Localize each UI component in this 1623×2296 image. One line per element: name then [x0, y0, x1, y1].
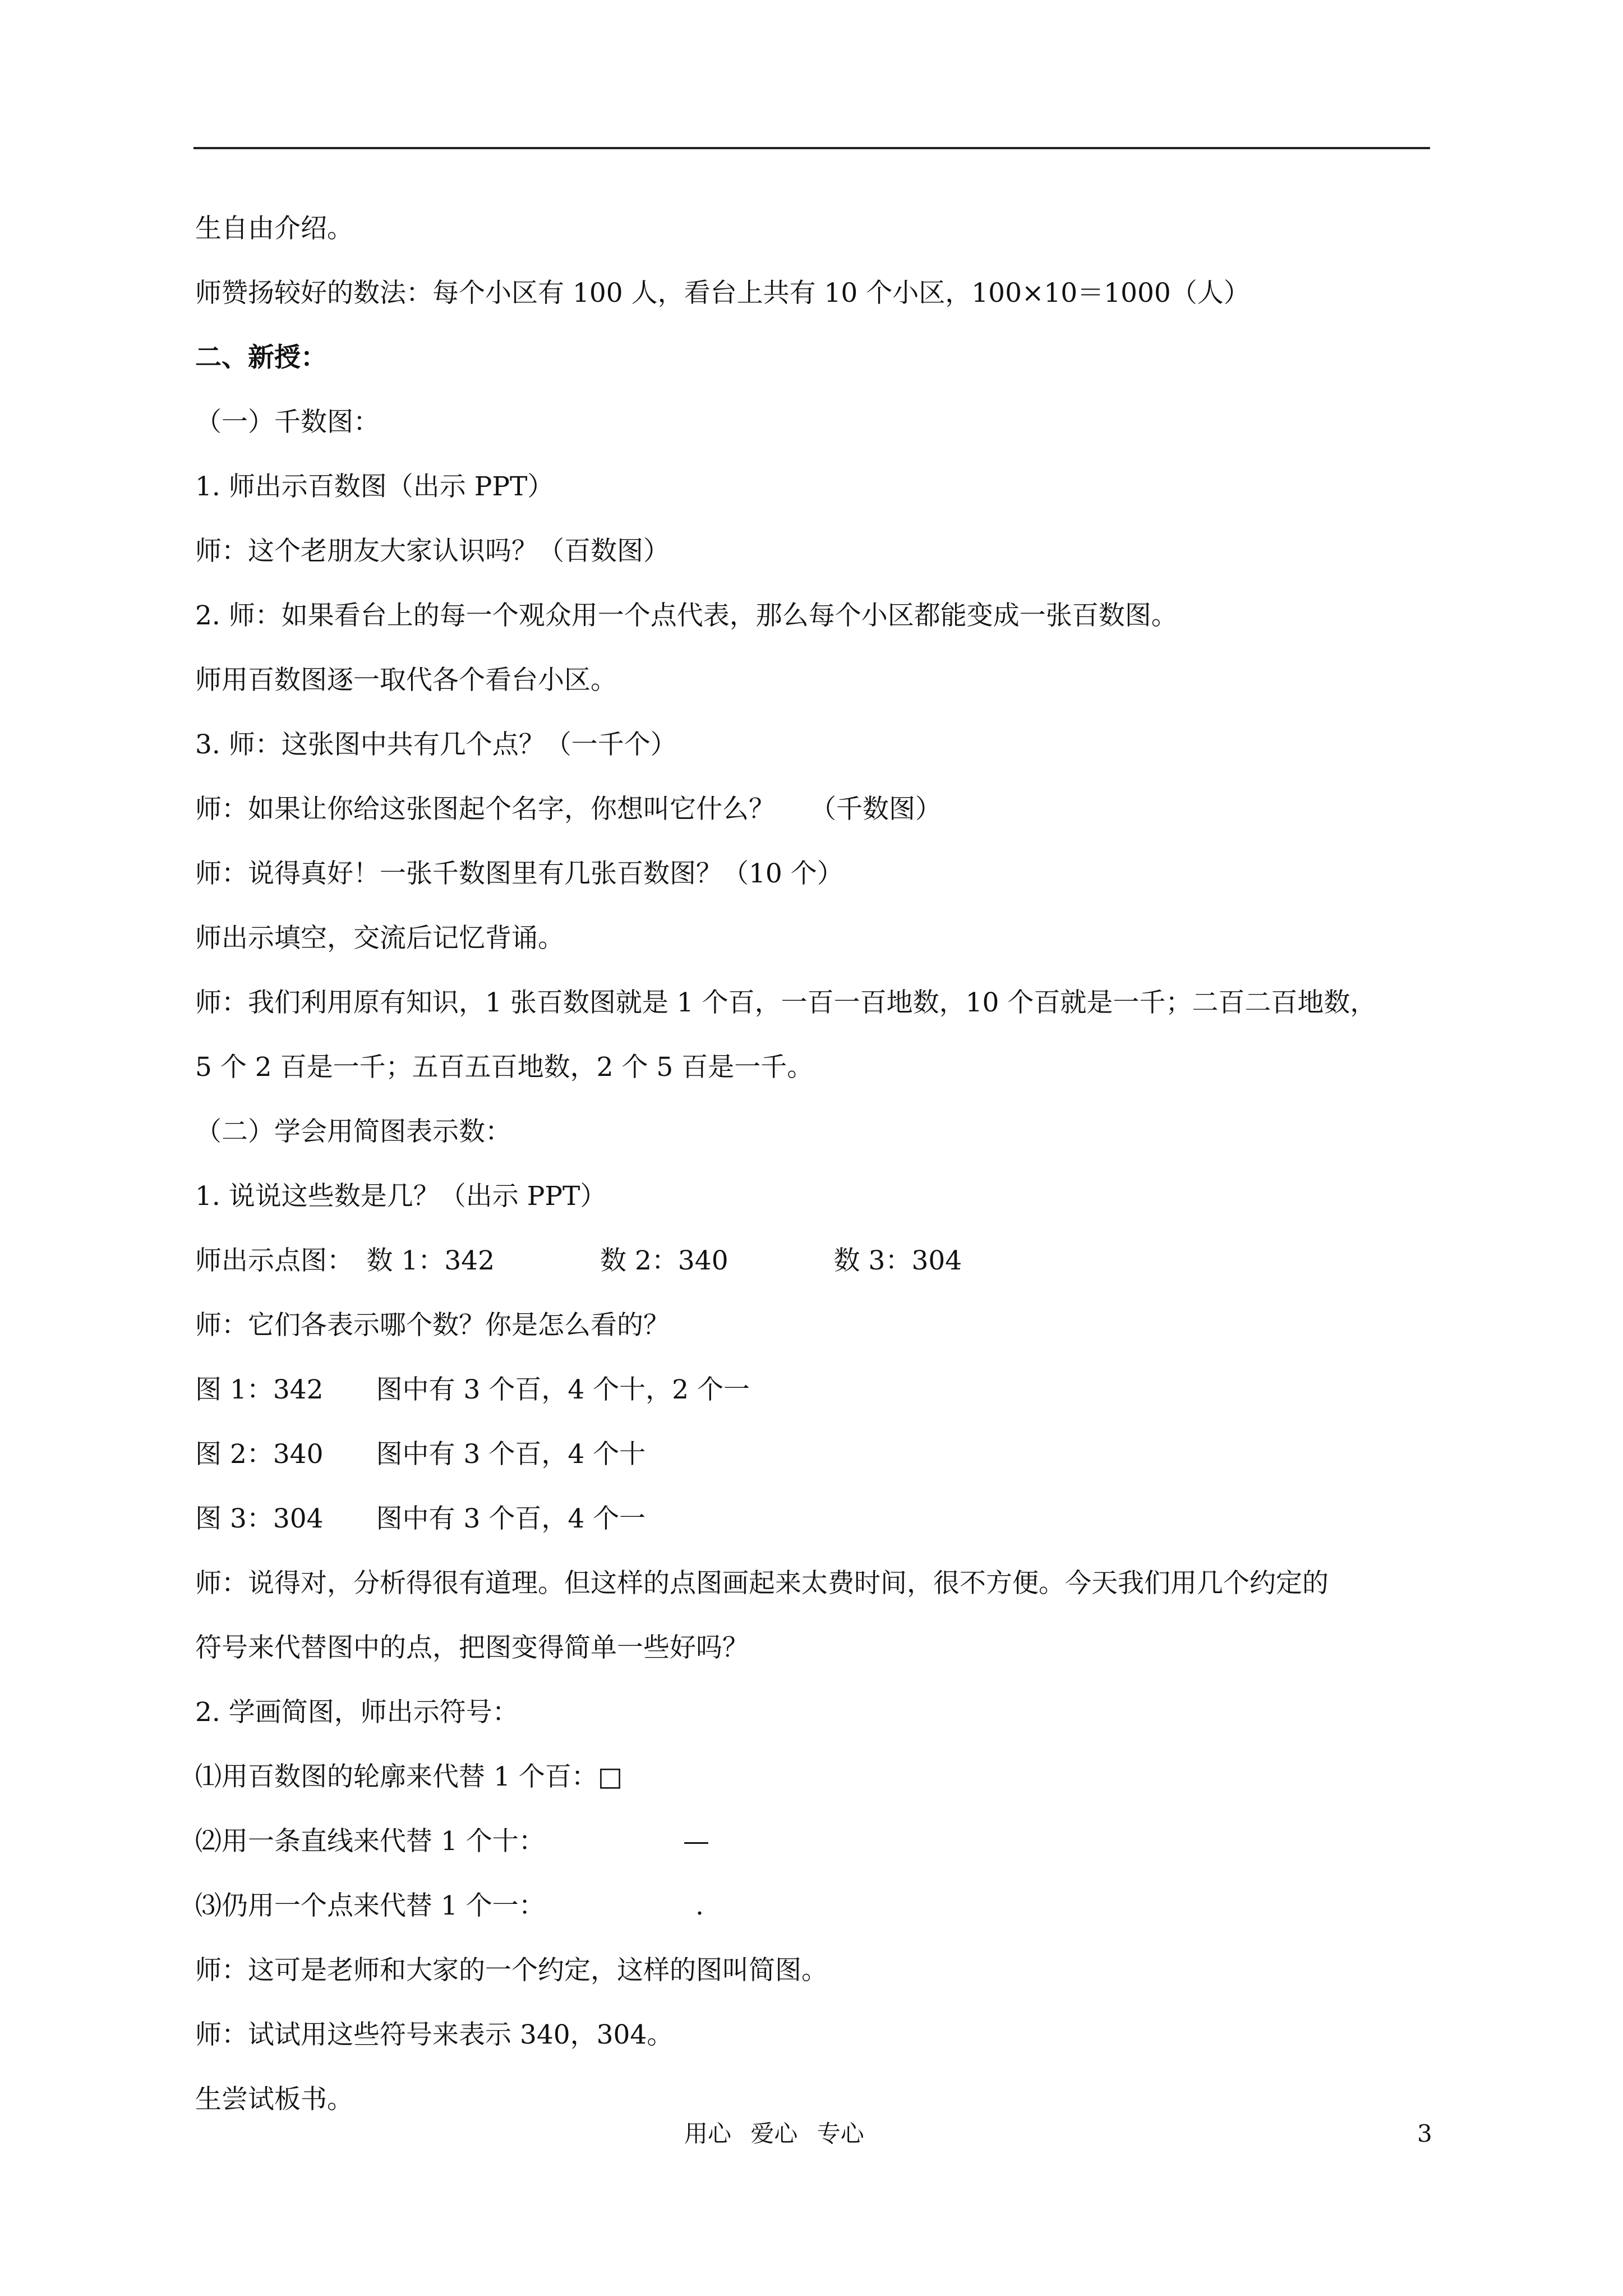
text-line: 图 1：342 图中有 3 个百，4 个十，2 个一 [195, 1374, 750, 1405]
text-line: 师：我们利用原有知识，1 张百数图就是 1 个百，一百一百地数，10 个百就是一千；二百二百地数， [195, 987, 1377, 1018]
text-line: 师赞扬较好的数法：每个小区有 100 人，看台上共有 10 个小区，100×10＝1000（人） [195, 278, 1250, 309]
header-rule [193, 147, 1430, 149]
one-symbol: . [695, 1890, 704, 1921]
ten-symbol: — [683, 1826, 709, 1857]
text-line: 2. 学画简图，师出示符号： [195, 1697, 519, 1728]
text-line: 图 3：304 图中有 3 个百，4 个一 [195, 1503, 646, 1534]
text-line: 师用百数图逐一取代各个看台小区。 [195, 665, 617, 696]
text-line: ⑵用一条直线来代替 1 个十： [195, 1826, 545, 1857]
subsection-heading: （一）千数图： [195, 407, 380, 438]
text-line: ⑶仍用一个点来代替 1 个一： [195, 1890, 545, 1921]
section-heading: 二、新授： [195, 342, 327, 373]
text-line: 师：这个老朋友大家认识吗？（百数图） [195, 536, 670, 567]
text-line: 1. 师出示百数图（出示 PPT） [195, 471, 554, 502]
text-line: 师出示点图： 数 1：342 数 2：340 数 3：304 [195, 1245, 962, 1276]
text-line: 师：它们各表示哪个数？你是怎么看的？ [195, 1310, 670, 1341]
text-line: 图 2：340 图中有 3 个百，4 个十 [195, 1439, 646, 1470]
text-line: 符号来代替图中的点，把图变得简单一些好吗？ [195, 1632, 749, 1663]
text-line: 师：这可是老师和大家的一个约定，这样的图叫简图。 [195, 1955, 828, 1986]
text-line: 师出示填空，交流后记忆背诵。 [195, 923, 564, 954]
text-line: 2. 师：如果看台上的每一个观众用一个点代表，那么每个小区都能变成一张百数图。 [195, 600, 1178, 631]
page-number: 3 [1417, 2120, 1432, 2147]
footer-motto: 用心 爱心 专心 [684, 2120, 864, 2147]
text-line: 3. 师：这张图中共有几个点？（一千个） [195, 729, 677, 760]
subsection-heading: （二）学会用简图表示数： [195, 1116, 511, 1147]
text-line: 1. 说说这些数是几？（出示 PPT） [195, 1181, 607, 1212]
text-line: 师：试试用这些符号来表示 340，304。 [195, 2019, 674, 2050]
text-line: 生尝试板书。 [195, 2084, 353, 2115]
text-line: 师：说得真好！一张千数图里有几张百数图？（10 个） [195, 858, 843, 889]
text-line: 师：如果让你给这张图起个名字，你想叫它什么？ （千数图） [195, 794, 942, 825]
text-line: 生自由介绍。 [195, 213, 353, 244]
text-line: 师：说得对，分析得很有道理。但这样的点图画起来太费时间，很不方便。今天我们用几个约定的 [195, 1568, 1329, 1599]
text-line: ⑴用百数图的轮廓来代替 1 个百：□ [195, 1761, 623, 1792]
text-line: 5 个 2 百是一千；五百五百地数，2 个 5 百是一千。 [195, 1052, 814, 1083]
